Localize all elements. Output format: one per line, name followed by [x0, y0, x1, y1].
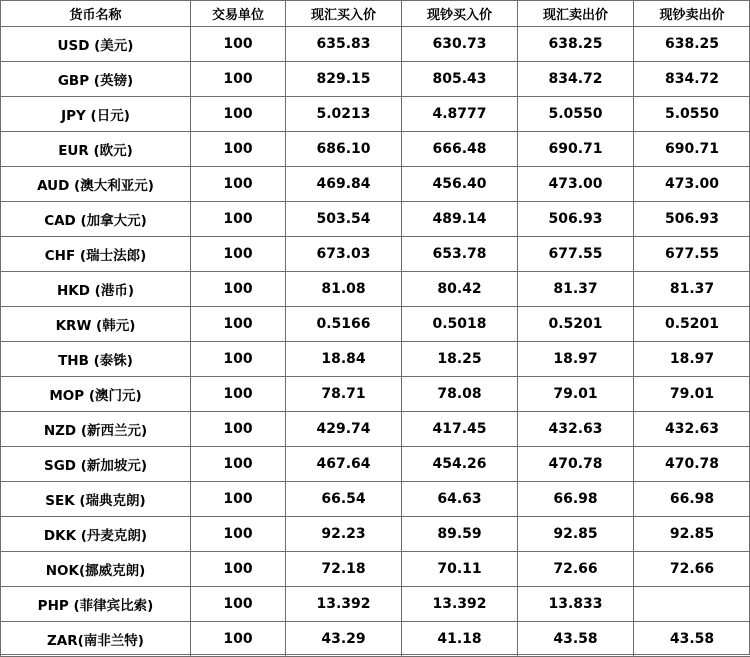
cell-spot-sell: 66.98	[518, 482, 634, 517]
cell-spot-sell: 43.58	[518, 622, 634, 657]
cell-currency-name: GBP (英镑)	[1, 62, 191, 97]
cell-trade-unit: 100	[191, 412, 286, 447]
header-cash-buy: 现钞买入价	[402, 1, 518, 27]
cell-spot-buy: 18.84	[286, 342, 402, 377]
cell-spot-sell: 92.85	[518, 517, 634, 552]
cell-cash-sell: 506.93	[634, 202, 750, 237]
cell-trade-unit: 100	[191, 517, 286, 552]
cell-currency-name: ZAR(南非兰特)	[1, 622, 191, 657]
cell-spot-buy: 66.54	[286, 482, 402, 517]
cell-currency-name: USD (美元)	[1, 27, 191, 62]
cell-trade-unit: 100	[191, 307, 286, 342]
cell-spot-buy: 829.15	[286, 62, 402, 97]
cell-spot-buy: 467.64	[286, 447, 402, 482]
table-header	[1, 1, 750, 27]
table-row	[1, 97, 750, 132]
table-row	[1, 132, 750, 167]
cell-spot-buy: 43.29	[286, 622, 402, 657]
cell-trade-unit: 100	[191, 237, 286, 272]
cell-spot-buy: 635.83	[286, 27, 402, 62]
cell-trade-unit: 100	[191, 202, 286, 237]
cell-currency-name: MOP (澳门元)	[1, 377, 191, 412]
cell-currency-name: NOK(挪威克朗)	[1, 552, 191, 587]
cell-cash-buy: 41.18	[402, 622, 518, 657]
cell-cash-sell: 0.5201	[634, 307, 750, 342]
cell-cash-buy: 417.45	[402, 412, 518, 447]
cell-cash-buy: 4.8777	[402, 97, 518, 132]
cell-currency-name: EUR (欧元)	[1, 132, 191, 167]
cell-cash-sell: 72.66	[634, 552, 750, 587]
cell-cash-buy: 456.40	[402, 167, 518, 202]
table-row	[1, 587, 750, 622]
cell-currency-name: CAD (加拿大元)	[1, 202, 191, 237]
cell-currency-name: THB (泰铢)	[1, 342, 191, 377]
cell-currency-name: SGD (新加坡元)	[1, 447, 191, 482]
cell-trade-unit: 100	[191, 377, 286, 412]
header-spot-sell: 现汇卖出价	[518, 1, 634, 27]
table-row	[1, 307, 750, 342]
table-row	[1, 517, 750, 552]
cell-cash-buy: 70.11	[402, 552, 518, 587]
table-row	[1, 552, 750, 587]
table-row	[1, 342, 750, 377]
table-row	[1, 237, 750, 272]
cell-cash-sell: 470.78	[634, 447, 750, 482]
cell-spot-sell: 5.0550	[518, 97, 634, 132]
cell-spot-sell: 72.66	[518, 552, 634, 587]
cell-trade-unit: 100	[191, 132, 286, 167]
table-row	[1, 27, 750, 62]
cell-spot-sell: 638.25	[518, 27, 634, 62]
cell-cash-buy: 489.14	[402, 202, 518, 237]
cell-spot-sell: 13.833	[518, 587, 634, 622]
cell-trade-unit: 100	[191, 97, 286, 132]
table-body	[1, 27, 750, 657]
cell-cash-buy: 630.73	[402, 27, 518, 62]
cell-cash-buy: 78.08	[402, 377, 518, 412]
cell-spot-buy: 503.54	[286, 202, 402, 237]
header-trade-unit: 交易单位	[191, 1, 286, 27]
cell-cash-sell: 677.55	[634, 237, 750, 272]
cell-cash-sell: 5.0550	[634, 97, 750, 132]
cell-spot-buy: 429.74	[286, 412, 402, 447]
cell-spot-buy: 92.23	[286, 517, 402, 552]
cell-currency-name: AUD (澳大利亚元)	[1, 167, 191, 202]
cell-spot-sell: 0.5201	[518, 307, 634, 342]
cell-cash-buy: 18.25	[402, 342, 518, 377]
table-row	[1, 447, 750, 482]
cell-trade-unit: 100	[191, 482, 286, 517]
table-row	[1, 272, 750, 307]
cell-spot-sell: 690.71	[518, 132, 634, 167]
cell-currency-name: HKD (港币)	[1, 272, 191, 307]
cell-spot-buy: 78.71	[286, 377, 402, 412]
cell-spot-sell: 834.72	[518, 62, 634, 97]
cell-trade-unit: 100	[191, 447, 286, 482]
cell-spot-buy: 13.392	[286, 587, 402, 622]
cell-trade-unit: 100	[191, 552, 286, 587]
cell-cash-buy: 80.42	[402, 272, 518, 307]
cell-trade-unit: 100	[191, 342, 286, 377]
cell-spot-buy: 81.08	[286, 272, 402, 307]
cell-cash-sell: 432.63	[634, 412, 750, 447]
table-row	[1, 167, 750, 202]
cell-currency-name: DKK (丹麦克朗)	[1, 517, 191, 552]
cell-trade-unit: 100	[191, 272, 286, 307]
header-currency-name: 货币名称	[1, 1, 191, 27]
cell-cash-buy: 653.78	[402, 237, 518, 272]
cell-cash-sell: 473.00	[634, 167, 750, 202]
cell-cash-buy: 454.26	[402, 447, 518, 482]
cell-currency-name: JPY (日元)	[1, 97, 191, 132]
cell-trade-unit: 100	[191, 27, 286, 62]
cell-cash-buy: 13.392	[402, 587, 518, 622]
cell-spot-buy: 686.10	[286, 132, 402, 167]
cell-currency-name: PHP (菲律宾比索)	[1, 587, 191, 622]
cell-currency-name: KRW (韩元)	[1, 307, 191, 342]
cell-currency-name: NZD (新西兰元)	[1, 412, 191, 447]
cell-trade-unit: 100	[191, 587, 286, 622]
cell-spot-sell: 79.01	[518, 377, 634, 412]
cell-currency-name: CHF (瑞士法郎)	[1, 237, 191, 272]
cell-spot-buy: 673.03	[286, 237, 402, 272]
cell-cash-buy: 64.63	[402, 482, 518, 517]
cell-cash-buy: 0.5018	[402, 307, 518, 342]
table-row	[1, 62, 750, 97]
cell-spot-sell: 81.37	[518, 272, 634, 307]
cell-currency-name: SEK (瑞典克朗)	[1, 482, 191, 517]
table-row	[1, 377, 750, 412]
table-row	[1, 412, 750, 447]
cell-spot-sell: 677.55	[518, 237, 634, 272]
cell-spot-buy: 72.18	[286, 552, 402, 587]
cell-cash-sell	[634, 587, 750, 622]
cell-cash-sell: 81.37	[634, 272, 750, 307]
cell-trade-unit: 100	[191, 62, 286, 97]
cell-trade-unit: 100	[191, 167, 286, 202]
table-row	[1, 622, 750, 657]
cell-spot-sell: 506.93	[518, 202, 634, 237]
cell-trade-unit: 100	[191, 622, 286, 657]
cell-cash-sell: 834.72	[634, 62, 750, 97]
cell-cash-buy: 89.59	[402, 517, 518, 552]
cell-spot-sell: 18.97	[518, 342, 634, 377]
cell-spot-sell: 473.00	[518, 167, 634, 202]
cell-cash-buy: 805.43	[402, 62, 518, 97]
header-cash-sell: 现钞卖出价	[634, 1, 750, 27]
cell-spot-sell: 470.78	[518, 447, 634, 482]
cell-cash-sell: 66.98	[634, 482, 750, 517]
cell-cash-buy: 666.48	[402, 132, 518, 167]
cell-cash-sell: 79.01	[634, 377, 750, 412]
cell-cash-sell: 690.71	[634, 132, 750, 167]
header-row	[1, 1, 750, 27]
cell-cash-sell: 18.97	[634, 342, 750, 377]
cell-cash-sell: 43.58	[634, 622, 750, 657]
cell-spot-buy: 5.0213	[286, 97, 402, 132]
cell-cash-sell: 92.85	[634, 517, 750, 552]
table-row	[1, 202, 750, 237]
cell-spot-buy: 0.5166	[286, 307, 402, 342]
cell-cash-sell: 638.25	[634, 27, 750, 62]
cell-spot-sell: 432.63	[518, 412, 634, 447]
cell-spot-buy: 469.84	[286, 167, 402, 202]
table-row	[1, 482, 750, 517]
header-spot-buy: 现汇买入价	[286, 1, 402, 27]
